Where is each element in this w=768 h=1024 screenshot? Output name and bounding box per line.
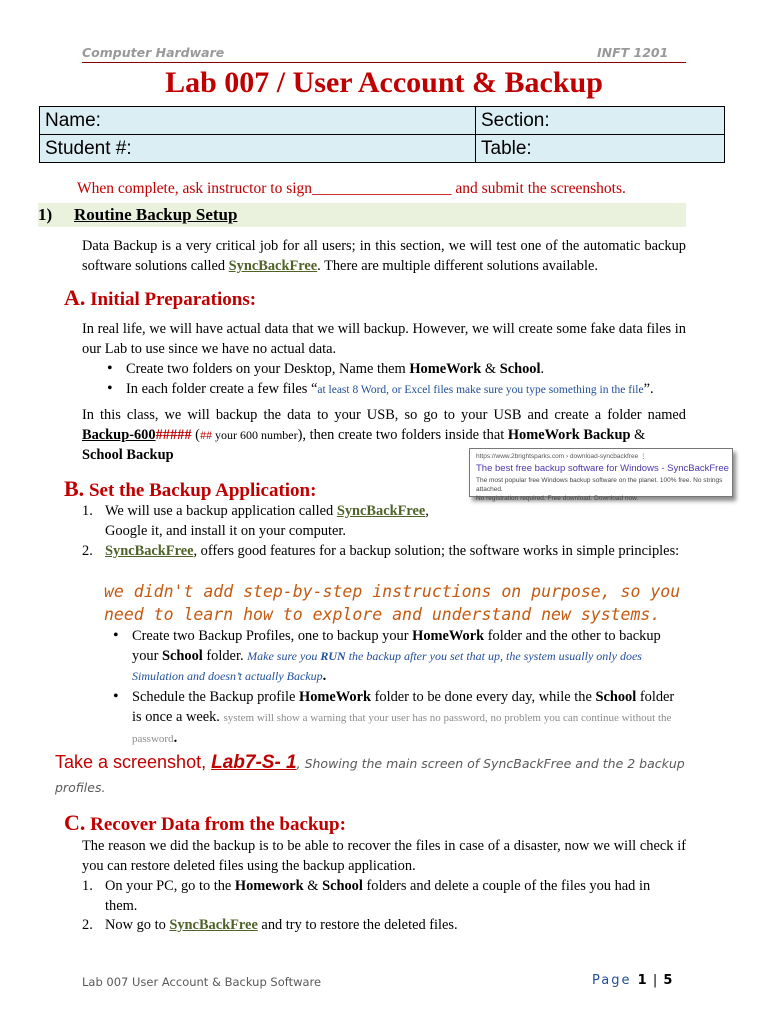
header-code: INFT 1201 bbox=[597, 45, 669, 60]
page-number: Page 1 | 5 bbox=[592, 973, 673, 988]
partC-para: The reason we did the backup is to be able to recover the files in case of a disaster, now we will check if you can restore deleted files using the backup application. bbox=[82, 838, 686, 874]
section1-number: 1) bbox=[38, 205, 53, 224]
header-rule bbox=[82, 62, 686, 63]
partB-item1: 1. We will use a backup application called SyncBackFree, Google it, and install it on your computer. bbox=[82, 503, 429, 539]
page-title: Lab 007 / User Account & Backup bbox=[165, 66, 603, 99]
partA-heading: A. Initial Preparations: bbox=[64, 285, 257, 310]
list-item: • In each folder create a few files “at least 8 Word, or Excel files make sure you type something in the file”. bbox=[104, 379, 686, 400]
partC-heading: C. Recover Data from the backup: bbox=[64, 810, 346, 835]
snippet-url: https://www.2brightsparks.com › download-syncbackfree ⋮ bbox=[476, 453, 647, 460]
screenshot-instruction: Take a screenshot, Lab7-S- 1, Showing the main screen of SyncBackFree and the 2 backup profiles. bbox=[55, 752, 685, 795]
partC-item2: 2. Now go to SyncBackFree and try to restore the deleted files. bbox=[82, 917, 458, 933]
section-cell: Section: bbox=[476, 107, 725, 135]
syncbackfree-link[interactable]: SyncBackFree bbox=[336, 503, 426, 519]
header-course: Computer Hardware bbox=[82, 45, 225, 60]
section1-heading bbox=[38, 203, 686, 227]
list-item: • Schedule the Backup profile HomeWork folder to be done every day, while the School folder is once a week. system will show a warning that your user has no password, no problem you can continue without the password. bbox=[110, 687, 686, 749]
partB-list bbox=[110, 626, 686, 749]
list-item: • Create two Backup Profiles, one to backup your HomeWork folder and the other to backup your School folder. Make sure you RUN the backup after you set that up, the system usually only does Simulation and doesn’t actually Backup. bbox=[110, 626, 686, 686]
partB-item2: 2. SyncBackFree, offers good features for a backup solution; the software works in simple principles: bbox=[82, 543, 680, 559]
footer-title: Lab 007 User Account & Backup Software bbox=[82, 975, 322, 989]
table-cell: Table: bbox=[476, 135, 725, 163]
info-table bbox=[39, 106, 725, 163]
exploration-note: we didn't add step-by-step instructions on purpose, so you need to learn how to explore and understand new systems. bbox=[104, 582, 681, 624]
search-result-screenshot bbox=[469, 448, 733, 502]
partA-para: In real life, we will have actual data that we will backup. However, we will create some fake data files in our Lab to use since we have no actual data. bbox=[82, 321, 686, 357]
syncbackfree-link[interactable]: SyncBackFree bbox=[228, 258, 318, 274]
partA-list bbox=[104, 359, 686, 400]
section1-intro: Data Backup is a very critical job for all users; in this section, we will test one of the automatic backup software solutions called SyncBackFree. There are multiple different solutions available. bbox=[82, 238, 686, 274]
student-cell: Student #: bbox=[40, 135, 476, 163]
partC-item1: 1. On your PC, go to the Homework & School folders and delete a couple of the files you had in them. bbox=[82, 878, 651, 914]
list-item: • Create two folders on your Desktop, Name them HomeWork & School. bbox=[104, 359, 686, 379]
usb-paragraph: In this class, we will backup the data to your USB, so go to your USB and create a folder named Backup-600##### (## your 600 number), then create two folders inside that HomeWork Backup & School Backup bbox=[82, 407, 686, 463]
snippet-description: The most popular free Windows backup software on the planet. 100% free. No strings attached. No registration required. Free download. Download now. bbox=[476, 477, 723, 502]
snippet-link[interactable]: The best free backup software for Windows - SyncBackFree bbox=[476, 463, 729, 474]
syncbackfree-link[interactable]: SyncBackFree bbox=[105, 543, 194, 559]
screenshot-label: Lab7-S- 1 bbox=[211, 752, 297, 773]
name-cell: Name: bbox=[40, 107, 476, 135]
section1-title: Routine Backup Setup bbox=[74, 205, 238, 224]
instruction-line: When complete, ask instructor to sign__________________ and submit the screenshots. bbox=[77, 180, 626, 197]
partB-heading: B. Set the Backup Application: bbox=[64, 476, 317, 501]
syncbackfree-link[interactable]: SyncBackFree bbox=[169, 917, 258, 933]
